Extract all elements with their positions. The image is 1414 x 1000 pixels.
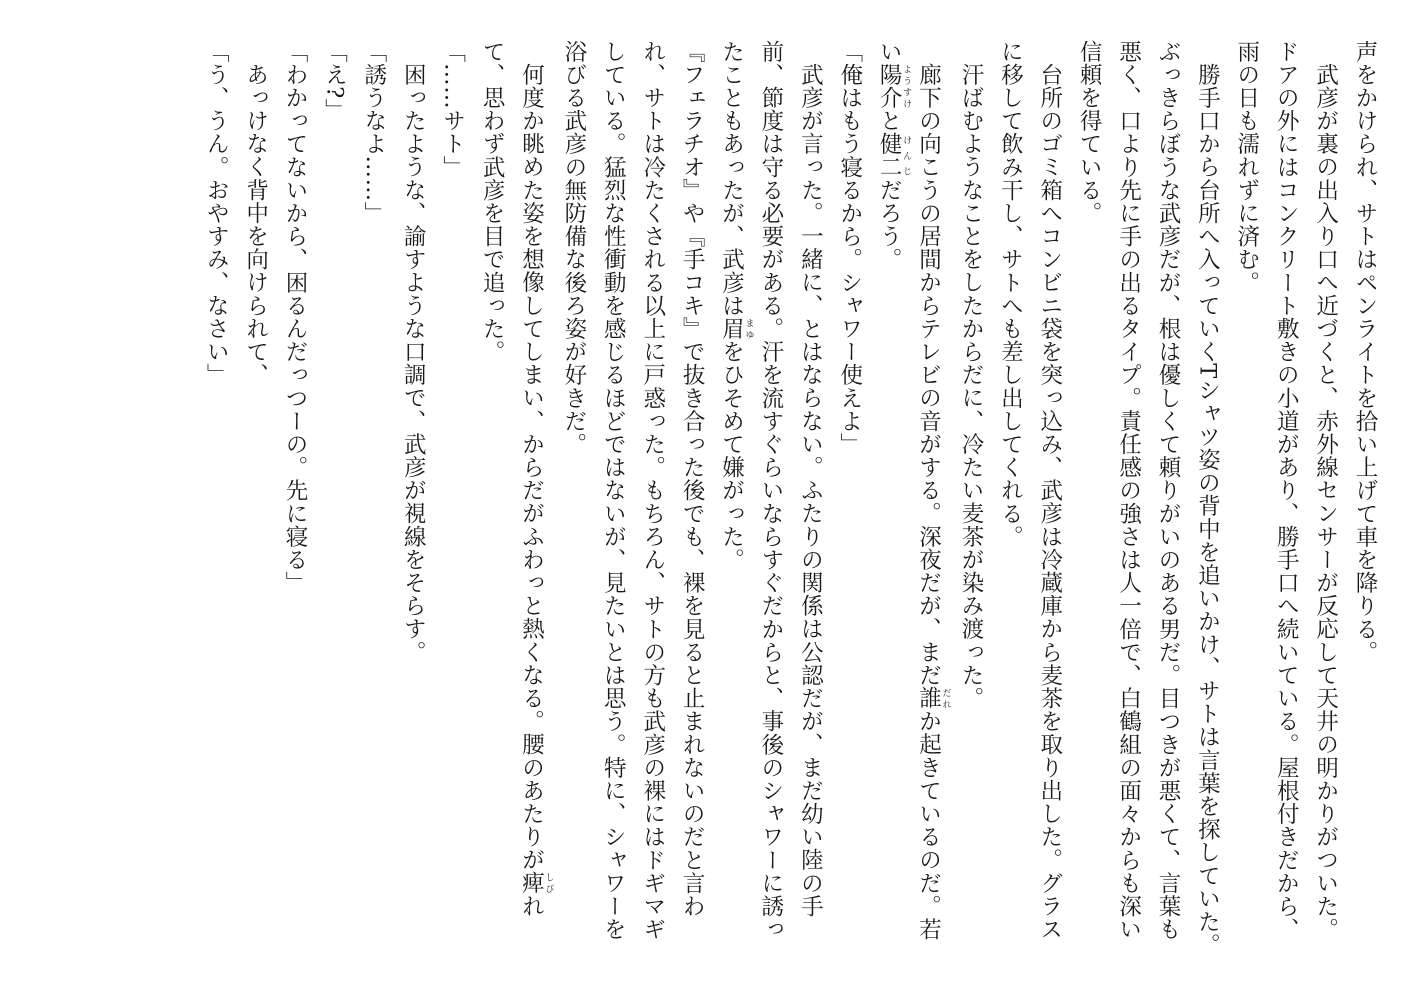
paragraph (1345, 40, 1384, 960)
text-run: れて、思わず武彦を目で追った。 (479, 40, 545, 918)
text-run: だろう。 (876, 178, 903, 272)
ruby-base: 眉 (718, 317, 745, 341)
paragraph (314, 40, 353, 960)
text-run: 困ったような、諭すような口調で、武彦が視線をそらす。 (400, 62, 427, 664)
ruby-base: 陽 (876, 63, 903, 87)
paragraph (869, 40, 951, 960)
ruby-annotation (518, 871, 554, 895)
text-run: 「う、うん。おやすみ、なさい」 (203, 40, 230, 387)
text-run: をひそめて嫌がった。 (718, 340, 745, 572)
ruby-annotation (876, 63, 912, 87)
paragraph (472, 40, 554, 960)
ruby-reading: よう (901, 63, 912, 87)
text-run: あっけなく背中を向けられて、 (242, 62, 269, 386)
paragraph (829, 40, 868, 960)
text-run: 「え?」 (321, 40, 348, 122)
paragraph (711, 40, 829, 960)
text-run: か起きているのだ。若い (876, 40, 942, 941)
paragraph (951, 40, 990, 960)
ruby-base: 介 (876, 86, 903, 110)
text-run: 「わかってないから、困るんだっつーの。先に寝る」 (282, 40, 309, 595)
vertical-text-body (24, 40, 1384, 960)
text-run: 廊下の向こうの居間からテレビの音がする。深夜だが、まだ (915, 62, 942, 687)
ruby-annotation (718, 317, 754, 341)
ruby-reading: けんじ (901, 132, 912, 179)
paragraph (990, 40, 1069, 960)
paragraph (432, 40, 471, 960)
ruby-reading: まゆ (743, 317, 754, 341)
text-run: 「誘うなよ……」 (360, 40, 387, 225)
ruby-annotation (915, 686, 951, 710)
text-run: 何度か眺めた姿を想像してしまい、からだがふわっと熱くなる。腰のあたりが (518, 62, 545, 871)
paragraph (353, 40, 392, 960)
text-run: 台所のゴミ箱へコンビニ袋を突っ込み、武彦は冷蔵庫から麦茶を取り出した。グラスに移して飲み干し、サトへも差し出してくれる。 (997, 40, 1063, 941)
text-run: 『フェラチオ』や『手コキ』で抜き合った後でも、裸を見ると止まれないのだと言われ、サトは冷たくされる以上に戸惑った。もちろん、サトの方も武彦の裸にはドギマギしている。猛烈な性衝動を感じるほどではないが、見たいとは思う。特に、シャワーを浴びる武彦の無防備な後ろ姿が好きだ。 (560, 40, 706, 941)
ruby-reading: すけ (901, 86, 912, 110)
paragraph (1226, 40, 1344, 960)
ruby-base: 健二 (876, 132, 903, 179)
text-run: 武彦が裏の出入り口へ近づくと、赤外線センサーが反応して天井の明かりがついた。ドアの外にはコンクリート敷きの小道があり、勝手口へ続いている。屋根付きだから、雨の日も濡れずに済む。 (1233, 40, 1339, 941)
ruby-reading: しび (543, 871, 554, 895)
text-run: 勝手口から台所へ入っていくTシャツ姿の背中を追いかけ、サトは言葉を探していた。ぶっきらぼうな武彦だが、根は優しくて頼りがいのある男だ。目つきが悪くて、言葉も悪く、口より先に手の出るタイプ。責任感の強さは人一倍で、白鶴組の面々からも深い信頼を得ている。 (1076, 40, 1221, 956)
text-run: 「……サト」 (439, 40, 466, 179)
paragraph (235, 40, 274, 960)
text-run: 「俺はもう寝るから。シャワー使えよ」 (836, 40, 863, 456)
ruby-base: 誰 (915, 686, 942, 710)
ruby-reading: だれ (940, 686, 951, 710)
paragraph (275, 40, 314, 960)
paragraph (393, 40, 432, 960)
paragraph (553, 40, 711, 960)
text-run: と (876, 109, 903, 133)
ruby-annotation (876, 132, 912, 179)
text-run: 武彦が言った。一緒に、とはならない。ふたりの関係は公認だが、まだ幼い陸の手前、節度は守る必要がある。汗を流すぐらいならすぐだからと、事後のシャワーに誘ったこともあったが、武彦は (718, 40, 824, 941)
text-run: 声をかけられ、サトはペンライトを拾い上げて車を降りる。 (1352, 40, 1378, 664)
text-run: 汗ばむようなことをしたからだに、冷たい麦茶が染み渡った。 (957, 62, 984, 710)
ruby-base: 痺 (518, 871, 545, 895)
paragraph (1069, 40, 1227, 960)
ruby-annotation (876, 86, 912, 110)
paragraph (196, 40, 235, 960)
